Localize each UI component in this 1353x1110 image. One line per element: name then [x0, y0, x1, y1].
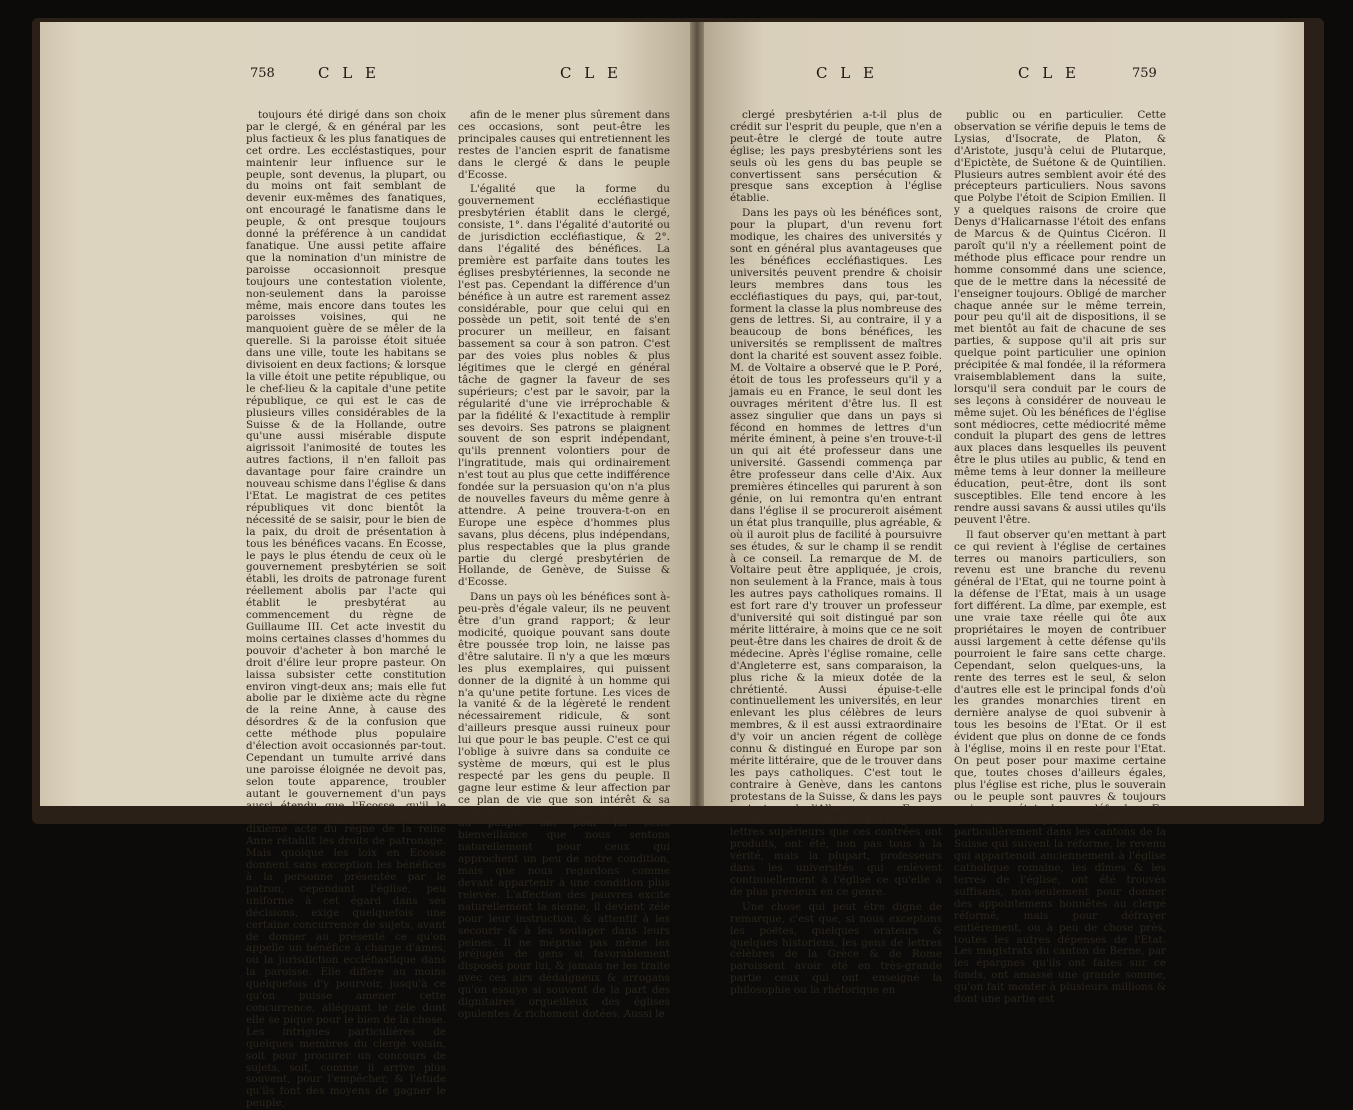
book-gutter — [690, 22, 704, 806]
text-column-right-2 — [954, 109, 1166, 1006]
right-page — [704, 22, 1304, 1006]
paragraph: clergé presbytérien a-t-il plus de crédit sur l'esprit du peuple, que n'en a peut-être le clergé de toute autre église; les pays presbytériens sont les seuls où les gens du bas peuple se convertissent sans persécution & presque sans exception à l'église établie. — [730, 109, 942, 205]
paragraph: Dans les pays où les bénéfices sont, pour la plupart, d'un revenu fort modique, les chaires des universités y sont en général plus avantageuses que les bénéfices eccléfiastiques. Les universités peuvent prendre & choisir leurs membres dans tous les eccléfiastiques du pays, qui, par-tout, forment la classe la plus nombreuse des gens de lettres. Si, au contraire, il y a beaucoup de bons bénéfices, les universités se remplissent de maîtres dont la charité est souvent assez foible. M. de Voltaire a observé que le P. Poré, étoit de tous les professeurs qu'il y a jamais eu en France, le seul dont les ouvrages méritent d'être lus. Il est assez singulier que dans un pays si fécond en hommes de lettres d'un mérite éminent, à peine s'en trouve-t-il un qui ait été professeur dans une université. Gassendi commença par être professeur dans celle d'Aix. Aux premières étincelles qui parurent à son génie, on lui remontra qu'en entrant dans l'église il se procureroit aisément un état plus tranquille, plus agréable, & où il auroit plus de facilité à poursuivre ses études, & sur le champ il se rendit à ce conseil. La remarque de M. de Voltaire peut être appliquée, je crois, non seulement à la France, mais à tous les autres pays catholiques romains. Il est fort rare d'y trouver un professeur d'université qui soit distingué par son mérite littéraire, à moins que ce ne soit peut-être dans les chaires de droit & de médecine. Après l'église romaine, celle d'Angleterre est, sans comparaison, la plus riche & la mieux dotée de la chrétienté. Aussi épuise-t-elle continuellement les universités, en leur enlevant les plus célèbres de leurs membres, & il est aussi extraordinaire d'y voir un ancien régent de collège connu & distingué en Europe par son mérite littéraire, que de le trouver dans les pays catholiques. C'est tout le contraire à Genève, dans les cantons protestans de la Suisse, & dans les pays protestans de l'Allemagne, en Ecosse, en Suède & en Danemarck. Les gens de lettres supérieurs que ces contrées ont produits, ont été, non pas tous à la vérité, mais la plupart, professeurs dans les universités qui enlèvent continuellement à l'église ce qu'elle a de plus précieux en ce genre. — [730, 207, 942, 898]
paragraph: toujours été dirigé dans son choix par le clergé, & en général par les plus factieux & les plus fanatiques de cet ordre. Les eccléstastiques, pour maintenir leur influence sur le peuple, sont devenus, la plupart, ou du moins ont fait semblant de devenir eux-mêmes des fanatiques, ont encouragé le fanatisme dans le peuple, & ont presque toujours donné la préférence à un candidat fanatique. Une aussi petite affaire que la nomination d'un ministre de paroisse occasionnoit presque toujours une contestation violente, non-seulement dans la paroisse même, mais encore dans toutes les paroisses voisines, qui ne manquoient guère de se mêler de la querelle. Si la paroisse étoit située dans une ville, toute les habitans se divisoient en deux factions; & lorsque la ville étoit une petite république, ou le chef-lieu & la capitale d'une petite république, ce qui est le cas de plusieurs villes considérables de la Suisse & de la Hollande, outre qu'une aussi misérable dispute aigrissoit l'animosité de toutes les autres factions, il n'en falloit pas davantage pour faire craindre un nouveau schisme dans l'église & dans l'Etat. Le magistrat de ces petites républiques vit donc bientôt la nécessité de se saisir, pour le bien de la paix, du droit de présentation à tous les bénéfices vacans. En Ecosse, le pays le plus étendu de ceux où le gouvernement presbytérien se soit établi, les droits de patronage furent réellement abolis par l'acte qui établit le presbytérat au commencement du règne de Guillaume III. Cet acte investit du moins certaines classes d'hommes du pouvoir d'acheter à bon marché le droit d'élire leur propre pasteur. On laissa subsister cette constitution environ vingt-deux ans; mais elle fut abolie par le dixième acte du règne de la reine Anne, à cause des désordres & de la confusion que cette méthode plus populaire d'élection avoit occasionnés par-tout. Cependant un tumulte arrivé dans une paroisse éloignée ne devoit pas, selon toute apparence, troubler autant le gouvernement d'un pays aussi étendu que l'Ecosse, qu'il le faisoit dans un pays plus borné. Le dixième acte du règne de la reine Anne rétablit les droits de patronage. Mais quoique les loix en Ecosse donnent sans exception les bénéfices à la personne présentée par le patron, cependant l'église, peu uniforme à cet égard dans ses décisions, exige quelquefois une certaine concurrence de sujets, avant de donner au présenté ce qu'on appelle un bénéfice à charge d'ames, ou la jurisdiction eccléfiastique dans la paroisse. Elle diffère au moins quelquefois d'y pourvoir, jusqu'à ce qu'on puisse amener cette concurrence, alléguant le zèle dont elle se pique pour le bien de la chose. Les intrigues particulières de quelques membres du clergé voisin, soit pour procurer un concours de sujets, soit, comme il arrive plus souvent, pour l'empêcher, & l'étude qu'ils font des moyens de gagner le peuple, — [246, 109, 446, 1110]
paragraph: public ou en particulier. Cette observation se vérifie depuis le tems de Lysias, d'Isocrate, de Platon, & d'Aristote, jusqu'à celui de Plutarque, d'Epictète, de Suétone & de Quintilien. Plusieurs autres semblent avoir été des précepteurs particuliers. Nous savons que Polybe l'étoit de Scipion Emilien. Il y a quelques raisons de croire que Denys d'Halicarnasse l'étoit des enfans de Marcus & de Quintus Cicéron. Il paroît qu'il n'y a réellement point de méthode plus efficace pour rendre un homme consommé dans une science, que de le mettre dans la nécessité de l'enseigner toujours. Obligé de marcher chaque année sur le même terrein, pour peu qu'il ait de dispositions, il se met bientôt au fait de chacune de ses parties, & suppose qu'il ait pris sur quelque point particulier une opinion précipitée & mal fondée, il la réformera vraisemblablement dans la suite, lorsqu'il sera conduit par le cours de ses leçons à considérer de nouveau le même sujet. Où les bénéfices de l'église sont médiocres, cette médiocrité même conduit la plupart des gens de lettres aux places dans lesquelles ils peuvent être le plus utiles au public, & tend en même tems à leur donner la meilleure éducation, peut-être, dont ils sont susceptibles. Elle tend encore à les rendre aussi savans & aussi utiles qu'ils peuvent l'être. — [954, 109, 1166, 526]
running-head-left-2: C L E — [560, 64, 622, 82]
running-head-left-1: C L E — [318, 64, 380, 82]
text-column-right-1 — [730, 109, 942, 997]
text-column-left-1 — [246, 109, 446, 1110]
running-head-right-2: C L E — [1018, 64, 1080, 82]
paragraph: L'égalité que la forme du gouvernement eccléfiastique presbytérien établit dans le clergé, consiste, 1°. dans l'égalité d'autorité ou de jurisdiction eccléfiastique, & 2°. dans l'égalité des bénéfices. La première est parfaite dans toutes les églises presbytériennes, la seconde ne l'est pas. Cependant la différence d'un bénéfice à un autre est rarement assez considérable, pour que celui qui en possède un petit, soit tenté de s'en procurer un meilleur, en faisant bassement sa cour à son patron. C'est par des voies plus nobles & plus légitimes que le clergé en général tâche de gagner la faveur de ses supérieurs; c'est par le savoir, par la régularité d'une vie irréprochable & par la fidélité & l'exactitude à remplir ses devoirs. Ses patrons se plaignent souvent de son esprit indépendant, qu'ils prennent volontiers pour de l'ingratitude, mais qui ordinairement n'est tout au plus que cette indifférence fondée sur la persuasion qu'on n'a plus de nouvelles faveurs du même genre à attendre. A peine trouvera-t-on en Europe une espèce d'hommes plus savans, plus décens, plus indépendans, plus respectables que la plus grande partie du clergé presbytérien de Hollande, de Genève, de Suisse & d'Ecosse. — [458, 183, 670, 589]
paragraph: afin de le mener plus sûrement dans ces occasions, sont peut-être les principales causes qui entretiennent les restes de l'ancien esprit de fanatisme dans le clergé & dans le peuple d'Ecosse. — [458, 109, 670, 181]
running-head-right-1: C L E — [816, 64, 878, 82]
text-column-left-2 — [458, 109, 670, 1020]
paragraph: Il faut observer qu'en mettant à part ce qui revient à l'église de certaines terres ou manoirs particuliers, son revenu est une branche du revenu général de l'Etat, qui ne tourne point à la défense de l'Etat, mais à un usage fort différent. La dîme, par exemple, est une vraie taxe réelle qui ôte aux propriétaires le moyen de contribuer aussi largement à cette défense qu'ils pourroient le faire sans cette charge. Cependant, selon quelques-uns, la rente des terres est le seul, & selon d'autres elle est le principal fonds d'où les grandes monarchies tirent en dernière analyse de quoi subvenir à tous les besoins de l'Etat. Or il est évident que plus on donne de ce fonds à l'église, moins il en reste pour l'Etat. On peut poser pour maxime certaine que, toutes choses d'ailleurs égales, plus l'église est riche, plus le souverain ou le peuple sont pauvres & toujours moins en état de se défendre. En plusieurs pays protestans, particulièrement dans les cantons de la Suisse qui suivent la réforme, le revenu qui appartenoit anciennement à l'église catholique romaine, les dîmes & les terres de l'église, ont été trouvés suffisans, non-seulement pour donner des appointemens honnêtes au clergé réformé, mais pour défrayer entièrement, ou à peu de chose près, toutes les autres dépenses de l'Etat. Les magistrats du canton de Berne, par les épargnes qu'ils ont faites sur ce fonds, ont amassé une grande somme, qu'on fait monter à plusieurs millions & dont une partie est — [954, 528, 1166, 1006]
page-number-left: 758 — [250, 66, 275, 81]
left-page — [40, 22, 690, 1110]
paragraph: Dans un pays où les bénéfices sont à-peu-près d'égale valeur, ils ne peuvent être d'un grand rapport; & leur modicité, quoique pouvant sans doute être poussée trop loin, ne laisse pas d'être salutaire. Il n'y a que les mœurs les plus exemplaires, qui puissent donner de la dignité à un homme qui n'a qu'une petite fortune. Les vices de la vanité & de la légèreté le rendent nécessairement ridicule, & sont d'ailleurs presque aussi ruineux pour lui que pour le bas peuple. C'est ce qui l'oblige à suivre dans sa conduite ce système de mœurs, qui est le plus respecté par les gens du peuple. Il gagne leur estime & leur affection par ce plan de vie que son intérêt & sa situation lui conseilleroient. Les gens du peuple ont pour lui cette bienveillance que nous sentons naturellement pour ceux qui approchent un peu de notre condition, mais que nous regardons comme devant appartenir à une condition plus relevée. L'affection des pauvres excite naturellement la sienne, il devient zélé pour leur instruction, & attentif à les secourir & à les soulager dans leurs peines. Il ne méprise pas même les préjugés de gens si favorablement disposés pour lui, & jamais ne les traite avec ces airs dédaigneux & arrogans qu'on essuye si souvent de la part des dignitaires orgueilleux des églises opulentes & richement dotées. Aussi le — [458, 591, 670, 1020]
page-number-right: 759 — [1132, 66, 1157, 81]
paragraph: Une chose qui peut être digne de remarque, c'est que, si nous exceptons les poëtes, quelques orateurs & quelques historiens, les gens de lettres célèbres de la Grèce & de Rome paroissent avoir été en très-grande partie ceux qui ont enseigné la philosophie ou la rhétorique en — [730, 900, 942, 997]
